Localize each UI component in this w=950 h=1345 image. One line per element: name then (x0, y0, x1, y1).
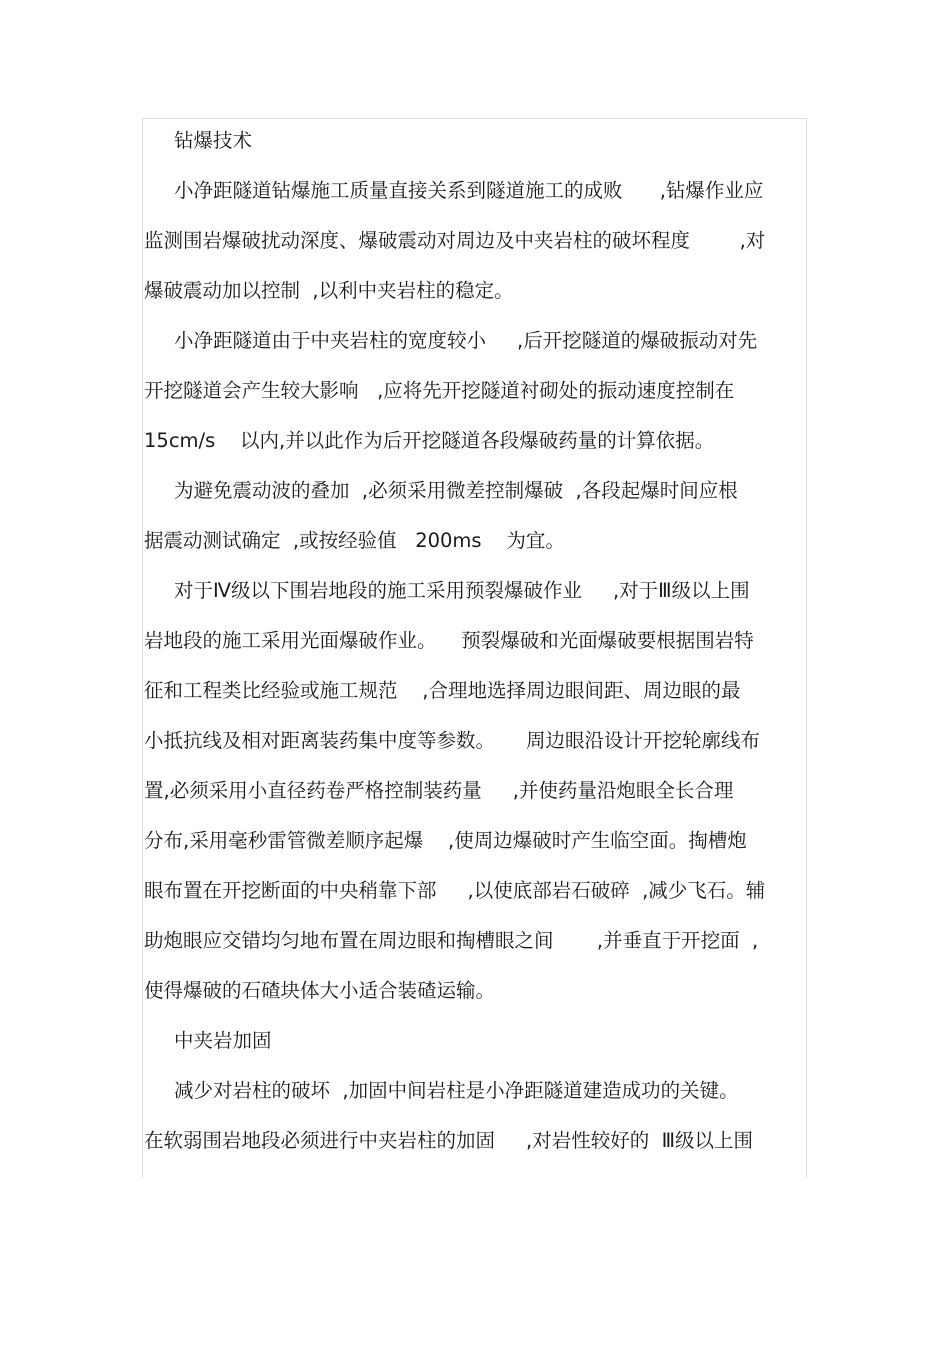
paragraph-line: 小净距隧道由于中夹岩柱的宽度较小 ,后开挖隧道的爆破振动对先 (174, 329, 758, 352)
paragraph-line: 在软弱围岩地段必须进行中夹岩柱的加固 ,对岩性较好的 Ⅲ级以上围 (144, 1129, 754, 1152)
paragraph-line: 开挖隧道会产生较大影响 ,应将先开挖隧道衬砌处的振动速度控制在 (144, 379, 735, 402)
section-heading-drill-blast: 钻爆技术 (174, 129, 253, 152)
paragraph-line: 岩地段的施工采用光面爆破作业。 预裂爆破和光面爆破要根据围岩特 (144, 629, 754, 652)
paragraph-line: 小抵抗线及相对距离装药集中度等参数。 周边眼沿设计开挖轮廓线布 (144, 729, 760, 752)
paragraph-line: 爆破震动加以控制 ,以利中夹岩柱的稳定。 (144, 279, 514, 302)
paragraph-line: 分布,采用毫秒雷管微差顺序起爆 ,使周边爆破时产生临空面。掏槽炮 (144, 829, 747, 852)
paragraph-line: 助炮眼应交错均匀地布置在周边眼和掏槽眼之间 ,并垂直于开挖面 , (144, 929, 759, 952)
paragraph-line: 15cm/s 以内,并以此作为后开挖隧道各段爆破药量的计算依据。 (144, 429, 715, 452)
paragraph-line: 使得爆破的石碴块体大小适合装碴运输。 (144, 979, 496, 1002)
paragraph-line: 监测围岩爆破扰动深度、爆破震动对周边及中夹岩柱的破坏程度 ,对 (144, 229, 766, 252)
paragraph-line: 减少对岩柱的破坏 ,加固中间岩柱是小净距隧道建造成功的关键。 (174, 1079, 739, 1102)
paragraph-line: 置,必须采用小直径药卷严格控制装药量 ,并使药量沿炮眼全长合理 (144, 779, 734, 802)
paragraph-line: 征和工程类比经验或施工规范 ,合理地选择周边眼间距、周边眼的最 (144, 679, 741, 702)
paragraph-line: 小净距隧道钻爆施工质量直接关系到隧道施工的成败 ,钻爆作业应 (174, 179, 764, 202)
paragraph-line: 据震动测试确定 ,或按经验值 200ms 为宜。 (144, 529, 565, 552)
paragraph-line: 对于Ⅳ级以下围岩地段的施工采用预裂爆破作业 ,对于Ⅲ级以上围 (174, 579, 750, 602)
paragraph-line: 眼布置在开挖断面的中央稍靠下部 ,以使底部岩石破碎 ,减少飞石。辅 (144, 879, 766, 902)
section-heading-pillar-reinforcement: 中夹岩加固 (174, 1029, 272, 1052)
paragraph-line: 为避免震动波的叠加 ,必须采用微差控制爆破 ,各段起爆时间应根 (174, 479, 738, 502)
